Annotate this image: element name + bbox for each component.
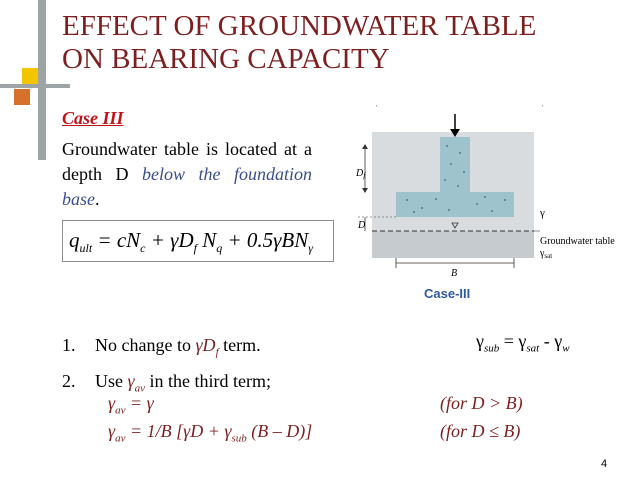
- formula-eq: =: [92, 228, 117, 252]
- list-text: Use: [95, 370, 128, 391]
- formula-nq-term: N: [196, 228, 217, 252]
- foundation-column: [440, 137, 470, 194]
- formula-q: q: [69, 228, 80, 252]
- page-number: 4: [601, 458, 608, 470]
- title-line-1: EFFECT OF GROUNDWATER TABLE: [62, 10, 537, 42]
- saturated-soil-region: [372, 231, 534, 258]
- description-text: [62, 137, 312, 212]
- title-line-2: ON BEARING CAPACITY: [62, 43, 390, 75]
- list-item: [62, 331, 271, 367]
- gamma-submerged-equation: $\gamma_{sub} = \gamma_{sat} - \gamma_w$: [476, 331, 570, 355]
- figure-tick-right: ': [542, 104, 544, 112]
- label-df: $D_f$: [356, 168, 366, 180]
- foundation-diagram: [352, 100, 624, 280]
- label-b: B: [451, 268, 458, 279]
- condition-1: (for D > B): [440, 393, 523, 413]
- case-heading: Case III: [62, 108, 124, 128]
- gamma-av-equation-1: $\gamma_{av} = \gamma$: [108, 393, 154, 417]
- label-groundwater-table: Groundwater table: [540, 236, 615, 247]
- decorative-horizontal-bar: [0, 84, 70, 88]
- label-d: D: [358, 220, 366, 231]
- list-item: [62, 367, 271, 403]
- gamma-av-equation-2: $\gamma_{av} = 1/B$ [$\gamma D + \gamma_{sub}$ (B – D)]: [108, 421, 313, 445]
- formula-third-sub: γ: [308, 241, 313, 256]
- figure-caption: Case-III: [424, 286, 471, 301]
- decorative-orange-square: [14, 89, 30, 105]
- formula-c-term: cN: [116, 228, 141, 252]
- desc-end: .: [95, 189, 100, 209]
- list-text: No change to: [95, 335, 196, 355]
- df-arrow-top: [362, 144, 368, 149]
- list-number: 1.: [62, 335, 76, 355]
- formula-c-sub: c: [140, 241, 146, 256]
- bullet-list: [62, 331, 271, 402]
- formula-gdf-sub: f: [193, 241, 197, 256]
- formula-gdf-term: γD: [170, 228, 194, 252]
- list-number: 2.: [62, 370, 76, 391]
- formula-plus-2: +: [222, 228, 247, 252]
- slide-title: [62, 10, 622, 76]
- list-gamma: $\gamma D_f$: [195, 335, 219, 359]
- formula-plus-1: +: [145, 228, 171, 252]
- label-gamma-sat: $\gamma_{sat}$: [540, 248, 553, 260]
- formula-third-term: 0.5γBN: [246, 228, 309, 252]
- figure-tick-left: ': [376, 104, 378, 112]
- bearing-capacity-formula: [69, 228, 313, 256]
- desc-plain: Groundwater table is located at a depth D: [62, 139, 312, 184]
- decorative-yellow-square: [22, 68, 38, 84]
- df-arrow-bottom: [362, 188, 368, 193]
- list-gamma: $\gamma_{av}$: [127, 370, 145, 395]
- list-text-end: in the third term;: [144, 370, 271, 391]
- formula-box: [62, 220, 334, 262]
- formula-nq-sub: q: [216, 241, 223, 256]
- condition-2: (for D ≤ B): [440, 421, 521, 441]
- foundation-footing: [396, 192, 514, 217]
- label-gamma: γ: [540, 207, 545, 219]
- list-text-end: term.: [218, 335, 261, 355]
- formula-q-sub: ult: [79, 241, 93, 256]
- desc-italic: below the foundation base: [62, 164, 312, 209]
- decorative-vertical-bar: [38, 0, 46, 160]
